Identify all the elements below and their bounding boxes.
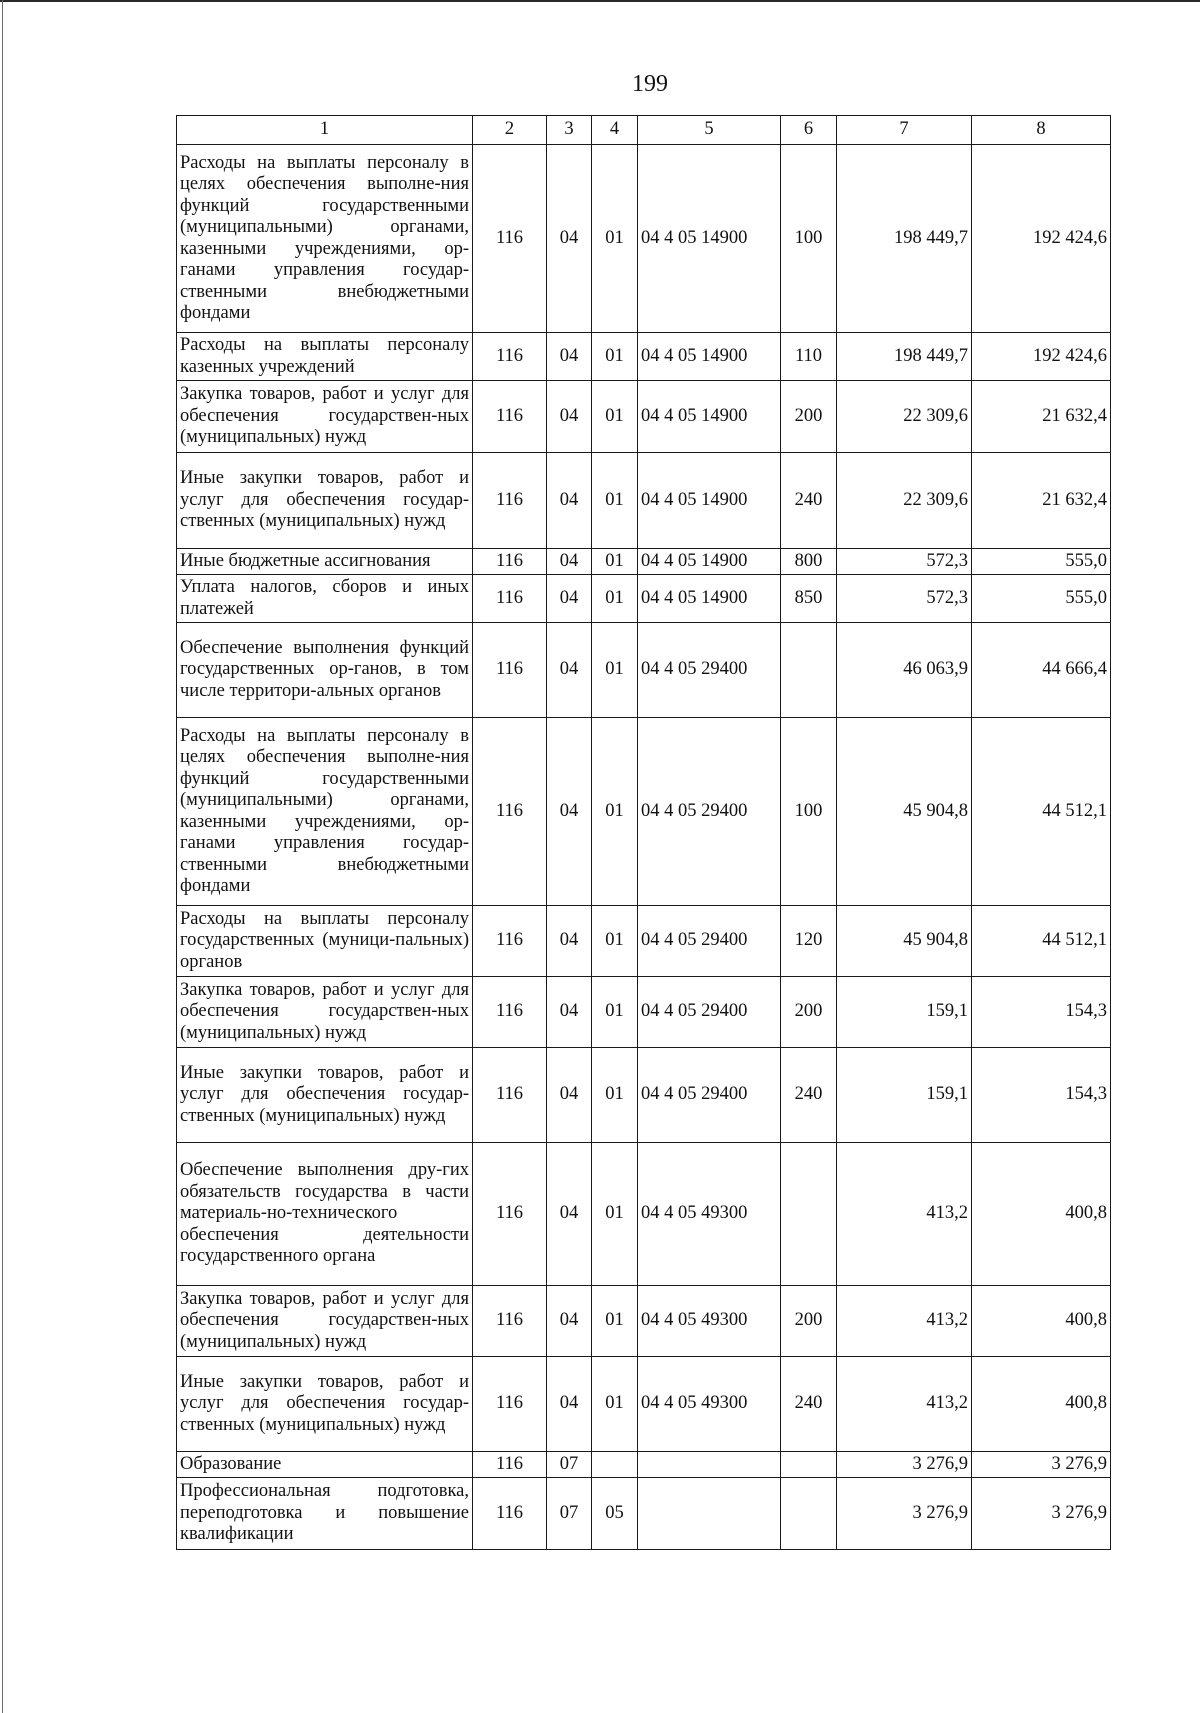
target-article-code: 04 4 05 14900 [638,549,781,575]
section-code: 04 [547,381,592,453]
amount-column-7: 3 276,9 [837,1478,972,1550]
ministry-code: 116 [473,1286,547,1357]
amount-column-7: 22 309,6 [837,381,972,453]
section-code: 04 [547,145,592,333]
table-row [177,1048,1111,1143]
column-header: 4 [592,116,638,145]
table-header-row [177,116,1111,145]
amount-column-7: 413,2 [837,1143,972,1286]
expense-type-code [781,623,837,718]
expense-type-code: 100 [781,718,837,906]
subsection-code: 01 [592,453,638,549]
section-code: 04 [547,906,592,977]
target-article-code: 04 4 05 14900 [638,333,781,381]
section-code: 04 [547,575,592,623]
expense-name: Иные бюджетные ассигнования [177,549,473,575]
table-row [177,718,1111,906]
column-header: 5 [638,116,781,145]
expense-name: Обеспечение выполнения функций государственных ор-ганов, в том числе территори-альных органов [177,623,473,718]
amount-column-7: 198 449,7 [837,145,972,333]
ministry-code: 116 [473,453,547,549]
table-row [177,549,1111,575]
expense-type-code: 100 [781,145,837,333]
amount-column-8: 21 632,4 [972,453,1111,549]
ministry-code: 116 [473,575,547,623]
amount-column-7: 198 449,7 [837,333,972,381]
subsection-code: 01 [592,549,638,575]
amount-column-8: 400,8 [972,1286,1111,1357]
subsection-code: 01 [592,1286,638,1357]
expense-type-code: 120 [781,906,837,977]
amount-column-8: 192 424,6 [972,333,1111,381]
subsection-code: 01 [592,333,638,381]
amount-column-7: 159,1 [837,977,972,1048]
target-article-code: 04 4 05 14900 [638,145,781,333]
table-row [177,1357,1111,1452]
table-row [177,1478,1111,1550]
ministry-code: 116 [473,145,547,333]
ministry-code: 116 [473,549,547,575]
subsection-code: 01 [592,718,638,906]
subsection-code: 01 [592,977,638,1048]
table-row [177,145,1111,333]
expense-type-code [781,1143,837,1286]
target-article-code: 04 4 05 49300 [638,1143,781,1286]
expense-name: Иные закупки товаров, работ и услуг для обеспечения государ-ственных (муниципальных) нужд [177,1357,473,1452]
table-row [177,977,1111,1048]
column-header: 8 [972,116,1111,145]
section-code: 07 [547,1478,592,1550]
expense-name: Иные закупки товаров, работ и услуг для обеспечения государ-ственных (муниципальных) нужд [177,1048,473,1143]
ministry-code: 116 [473,718,547,906]
expense-type-code: 240 [781,453,837,549]
subsection-code: 05 [592,1478,638,1550]
subsection-code: 01 [592,1048,638,1143]
table-row [177,1452,1111,1478]
amount-column-7: 3 276,9 [837,1452,972,1478]
ministry-code: 116 [473,1452,547,1478]
expense-name: Расходы на выплаты персоналу казенных учреждений [177,333,473,381]
amount-column-8: 3 276,9 [972,1452,1111,1478]
amount-column-8: 400,8 [972,1143,1111,1286]
subsection-code: 01 [592,623,638,718]
column-header: 7 [837,116,972,145]
amount-column-8: 154,3 [972,1048,1111,1143]
amount-column-8: 3 276,9 [972,1478,1111,1550]
section-code: 04 [547,718,592,906]
target-article-code [638,1452,781,1478]
target-article-code: 04 4 05 29400 [638,718,781,906]
expense-name: Уплата налогов, сборов и иных платежей [177,575,473,623]
ministry-code: 116 [473,1048,547,1143]
section-code: 04 [547,1048,592,1143]
target-article-code: 04 4 05 14900 [638,381,781,453]
section-code: 04 [547,1286,592,1357]
scan-edge-left [2,0,3,1713]
column-header: 2 [473,116,547,145]
subsection-code: 01 [592,906,638,977]
ministry-code: 116 [473,381,547,453]
amount-column-8: 154,3 [972,977,1111,1048]
amount-column-7: 572,3 [837,549,972,575]
target-article-code: 04 4 05 29400 [638,623,781,718]
amount-column-8: 44 512,1 [972,906,1111,977]
amount-column-8: 44 512,1 [972,718,1111,906]
table-row [177,906,1111,977]
table-row [177,1143,1111,1286]
target-article-code: 04 4 05 14900 [638,453,781,549]
expense-name: Закупка товаров, работ и услуг для обеспечения государствен-ных (муниципальных) нужд [177,977,473,1048]
expense-type-code: 850 [781,575,837,623]
subsection-code: 01 [592,1357,638,1452]
expense-name: Расходы на выплаты персоналу в целях обеспечения выполне-ния функций государственными (муниципальными) органами, казенными учреждениями, ор-ганами управления государ-ственными внебюджетными фондами [177,718,473,906]
section-code: 04 [547,1143,592,1286]
expense-name: Расходы на выплаты персоналу государственных (муници-пальных) органов [177,906,473,977]
section-code: 04 [547,453,592,549]
expense-type-code: 200 [781,1286,837,1357]
table-row [177,575,1111,623]
amount-column-7: 45 904,8 [837,718,972,906]
amount-column-7: 413,2 [837,1357,972,1452]
expense-name: Обеспечение выполнения дру-гих обязательств государства в части материаль-но-технического обеспечения деятельности государственного органа [177,1143,473,1286]
ministry-code: 116 [473,623,547,718]
page-number: 199 [632,71,668,97]
expense-name: Иные закупки товаров, работ и услуг для обеспечения государ-ственных (муниципальных) нужд [177,453,473,549]
table-row [177,381,1111,453]
target-article-code: 04 4 05 49300 [638,1286,781,1357]
subsection-code: 01 [592,1143,638,1286]
expense-type-code: 200 [781,381,837,453]
target-article-code: 04 4 05 29400 [638,906,781,977]
section-code: 04 [547,333,592,381]
amount-column-7: 159,1 [837,1048,972,1143]
target-article-code: 04 4 05 49300 [638,1357,781,1452]
ministry-code: 116 [473,333,547,381]
amount-column-7: 45 904,8 [837,906,972,977]
expense-name: Образование [177,1452,473,1478]
amount-column-7: 413,2 [837,1286,972,1357]
subsection-code: 01 [592,575,638,623]
subsection-code: 01 [592,145,638,333]
scan-edge-top [0,0,1200,2]
table-row [177,333,1111,381]
column-header: 1 [177,116,473,145]
target-article-code: 04 4 05 29400 [638,1048,781,1143]
amount-column-7: 46 063,9 [837,623,972,718]
expense-type-code: 800 [781,549,837,575]
expense-type-code: 240 [781,1357,837,1452]
amount-column-8: 192 424,6 [972,145,1111,333]
target-article-code [638,1478,781,1550]
expense-type-code: 200 [781,977,837,1048]
expense-type-code: 110 [781,333,837,381]
expense-type-code: 240 [781,1048,837,1143]
amount-column-8: 21 632,4 [972,381,1111,453]
amount-column-7: 22 309,6 [837,453,972,549]
amount-column-8: 44 666,4 [972,623,1111,718]
budget-table [176,115,1111,1550]
ministry-code: 116 [473,1143,547,1286]
table-row [177,453,1111,549]
expense-type-code [781,1478,837,1550]
subsection-code: 01 [592,381,638,453]
expense-name: Профессиональная подготовка, переподготовка и повышение квалификации [177,1478,473,1550]
amount-column-7: 572,3 [837,575,972,623]
ministry-code: 116 [473,1478,547,1550]
section-code: 04 [547,1357,592,1452]
section-code: 07 [547,1452,592,1478]
expense-type-code [781,1452,837,1478]
column-header: 6 [781,116,837,145]
subsection-code [592,1452,638,1478]
expense-name: Расходы на выплаты персоналу в целях обеспечения выполне-ния функций государственными (муниципальными) органами, казенными учреждениями, ор-ганами управления государ-ственными внебюджетными фондами [177,145,473,333]
amount-column-8: 400,8 [972,1357,1111,1452]
table-row [177,1286,1111,1357]
ministry-code: 116 [473,906,547,977]
target-article-code: 04 4 05 29400 [638,977,781,1048]
amount-column-8: 555,0 [972,549,1111,575]
expense-name: Закупка товаров, работ и услуг для обеспечения государствен-ных (муниципальных) нужд [177,381,473,453]
table-row [177,623,1111,718]
section-code: 04 [547,977,592,1048]
section-code: 04 [547,549,592,575]
target-article-code: 04 4 05 14900 [638,575,781,623]
column-header: 3 [547,116,592,145]
section-code: 04 [547,623,592,718]
expense-name: Закупка товаров, работ и услуг для обеспечения государствен-ных (муниципальных) нужд [177,1286,473,1357]
amount-column-8: 555,0 [972,575,1111,623]
ministry-code: 116 [473,977,547,1048]
ministry-code: 116 [473,1357,547,1452]
